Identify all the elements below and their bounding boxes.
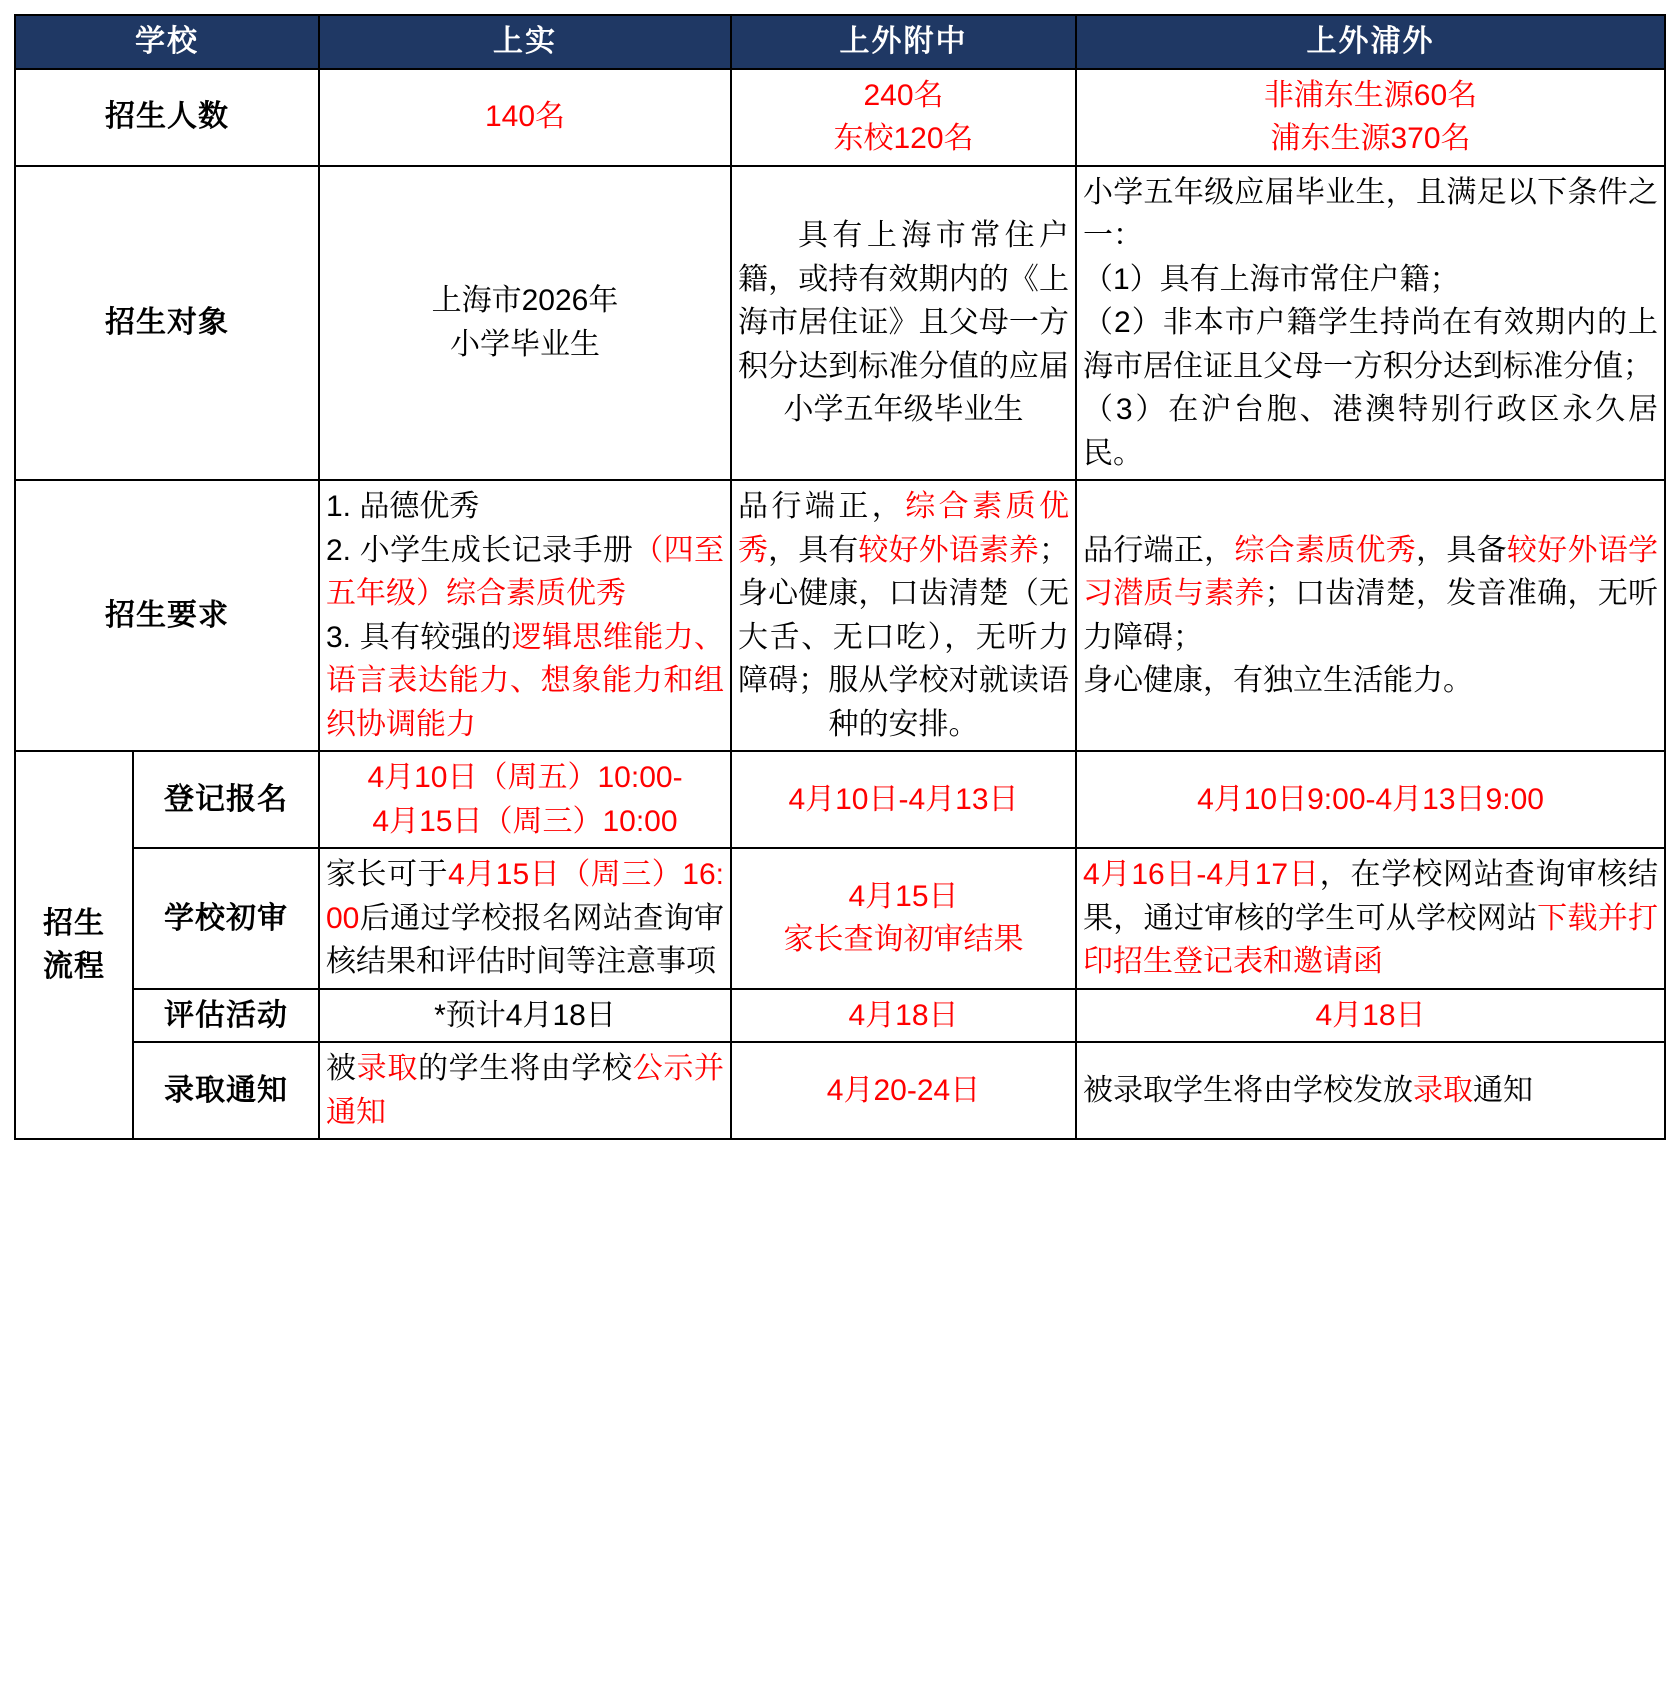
- requirement-fuzhong-seg2: 综合素质优秀: [738, 490, 1070, 567]
- requirement-puwai-seg2: 综合素质优秀: [1234, 533, 1417, 567]
- table-row-process-register: [15, 751, 1665, 848]
- cell-admission-puwai: [1076, 1042, 1665, 1139]
- review-fuzhong-line1: 4月15日: [848, 879, 959, 913]
- requirement-puwai-seg3: ，具备: [1416, 533, 1507, 567]
- cell-enroll-target-puwai: [1076, 166, 1665, 481]
- requirement-shangshi-item3-red: 逻辑思维能力、语言表达能力、想象能力和组织协调能力: [326, 620, 725, 741]
- process-label-line1: 招生: [43, 906, 105, 940]
- admission-shangshi-text: [326, 1047, 724, 1134]
- process-step-name-review: 学校初审: [133, 848, 319, 989]
- row-label-process: [15, 751, 133, 1139]
- enroll-count-shangshi-value: 140名: [484, 100, 566, 134]
- review-puwai-seg2: ，在学校网站查询审核结果，通过审核的学生可从学校网站: [1083, 858, 1658, 935]
- register-puwai-value: 4月10日9:00-4月13日9:00: [1197, 782, 1544, 816]
- row-label-enroll-requirement: 招生要求: [15, 480, 319, 751]
- table-row-enroll-count: [15, 69, 1665, 166]
- requirement-puwai-seg5: ；口齿清楚，发音准确，无听力障碍；: [1083, 577, 1659, 654]
- row-label-enroll-target: 招生对象: [15, 166, 319, 481]
- header-row: [15, 15, 1665, 69]
- cell-enroll-target-fuzhong: [731, 166, 1076, 481]
- requirement-puwai-text: [1083, 529, 1658, 660]
- cell-enroll-count-fuzhong: [731, 69, 1076, 166]
- review-fuzhong-line2: 家长查询初审结果: [783, 923, 1024, 957]
- cell-enroll-requirement-fuzhong: [731, 480, 1076, 751]
- cell-review-puwai: [1076, 848, 1665, 989]
- cell-admission-shangshi: [319, 1042, 731, 1139]
- cell-enroll-count-shangshi: [319, 69, 731, 166]
- enroll-target-puwai-item1: （1）具有上海市常住户籍；: [1083, 262, 1460, 296]
- enroll-target-fuzhong-text: 具有上海市常住户籍，或持有效期内的《上海市居住证》且父母一方积分达到标准分值的应届小学五年级毕业生: [738, 219, 1069, 426]
- admission-shangshi-seg4: 公示并通知: [326, 1052, 725, 1129]
- review-puwai-text: [1083, 853, 1658, 984]
- admission-shangshi-seg1: 被: [326, 1052, 357, 1085]
- requirement-fuzhong-seg5: ；身心健康，口齿清楚（无大舌、无口吃），无听力障碍；服从学校对就读语种的安排。: [738, 533, 1070, 741]
- cell-enroll-target-shangshi: [319, 166, 731, 481]
- admission-puwai-seg2: 录取: [1413, 1073, 1473, 1107]
- header-col-shangwaipuwai: 上外浦外: [1076, 15, 1665, 69]
- school-comparison-table: [14, 14, 1666, 1140]
- table-row-process-assessment: [15, 989, 1665, 1043]
- cell-register-puwai: [1076, 751, 1665, 848]
- cell-assessment-shangshi: *预计4月18日: [319, 989, 731, 1043]
- enroll-count-puwai-line2: 浦东生源370名: [1270, 122, 1471, 155]
- requirement-puwai-seg1: 品行端正，: [1083, 533, 1235, 567]
- table-row-enroll-requirement: [15, 480, 1665, 751]
- cell-review-shangshi: [319, 848, 731, 989]
- register-shangshi-line2: 4月15日（周三）10:00: [372, 804, 678, 838]
- requirement-shangshi-item2: [326, 529, 724, 616]
- cell-enroll-count-puwai: [1076, 69, 1665, 166]
- review-shangshi-seg3: 后通过学校报名网站查询审核结果和评估时间等注意事项: [326, 901, 724, 978]
- register-shangshi-line1: 4月10日（周五）10:00-: [367, 761, 683, 794]
- requirement-puwai-seg4: 较好外语学习潜质与素养: [1083, 533, 1659, 610]
- enroll-target-puwai-item2: （2）非本市户籍学生持尚在有效期内的上海市居住证且父母一方积分达到标准分值；: [1083, 306, 1658, 383]
- cell-assessment-fuzhong: 4月18日: [731, 989, 1076, 1043]
- process-label-line2: 流程: [43, 950, 105, 983]
- admission-shangshi-seg2: 录取: [356, 1052, 419, 1085]
- process-step-name-assessment: 评估活动: [133, 989, 319, 1043]
- enroll-target-puwai-intro: 小学五年级应届毕业生，且满足以下条件之一：: [1083, 175, 1658, 252]
- cell-enroll-requirement-shangshi: [319, 480, 731, 751]
- table-row-enroll-target: [15, 166, 1665, 481]
- header-col-shangwaifuzhong: 上外附中: [731, 15, 1076, 69]
- process-step-name-register: 登记报名: [133, 751, 319, 848]
- requirement-shangshi-item3: [326, 616, 724, 747]
- requirement-fuzhong-text: [738, 485, 1069, 746]
- process-step-name-admission: 录取通知: [133, 1042, 319, 1139]
- header-col-school: 学校: [15, 15, 319, 69]
- review-puwai-seg3: 下载并打印招生登记表和邀请函: [1083, 901, 1659, 978]
- requirement-shangshi-item3-black: 3. 具有较强的: [326, 620, 512, 654]
- admission-puwai-seg1: 被录取学生将由学校发放: [1083, 1073, 1413, 1107]
- enroll-count-puwai-line1: 非浦东生源60名: [1263, 78, 1478, 112]
- header-col-shangshi: 上实: [319, 15, 731, 69]
- requirement-fuzhong-seg4: 较好外语素养: [858, 533, 1040, 567]
- enroll-target-shangshi-line2: 小学毕业生: [450, 327, 600, 361]
- enroll-count-fuzhong-line1: 240名: [863, 78, 944, 112]
- enroll-target-puwai-item3: （3）在沪台胞、港澳特别行政区永久居民。: [1083, 393, 1658, 470]
- admission-puwai-seg3: 通知: [1473, 1073, 1533, 1107]
- requirement-shangshi-item2-red: （四至五年级）综合素质优秀: [326, 533, 725, 610]
- enroll-target-shangshi-line1: 上海市2026年: [431, 284, 619, 318]
- enroll-count-fuzhong-line2: 东校120名: [833, 122, 974, 155]
- admission-shangshi-seg3: 的学生将由学校: [418, 1052, 633, 1085]
- review-shangshi-text: [326, 853, 724, 984]
- table-header: [15, 15, 1665, 69]
- table-body: [15, 69, 1665, 1140]
- cell-register-shangshi: [319, 751, 731, 848]
- cell-enroll-requirement-puwai: [1076, 480, 1665, 751]
- cell-admission-fuzhong: 4月20-24日: [731, 1042, 1076, 1139]
- register-fuzhong-value: 4月10日-4月13日: [788, 782, 1019, 816]
- requirement-shangshi-item2-black: 2. 小学生成长记录手册: [326, 533, 634, 567]
- review-shangshi-seg1: 家长可于: [326, 858, 449, 891]
- table-row-process-admission: [15, 1042, 1665, 1139]
- table-row-process-review: [15, 848, 1665, 989]
- row-label-enroll-count: 招生人数: [15, 69, 319, 166]
- review-shangshi-seg2: 4月15日（周三）16:00: [326, 858, 724, 935]
- requirement-fuzhong-seg3: ，具有: [768, 533, 859, 567]
- cell-assessment-puwai: 4月18日: [1076, 989, 1665, 1043]
- requirement-shangshi-item1: 1. 品德优秀: [326, 490, 480, 523]
- admission-puwai-text: [1083, 1069, 1658, 1113]
- review-puwai-seg1: 4月16日-4月17日: [1083, 858, 1320, 891]
- cell-review-fuzhong: [731, 848, 1076, 989]
- cell-register-fuzhong: [731, 751, 1076, 848]
- requirement-fuzhong-seg1: 品行端正，: [738, 490, 906, 523]
- requirement-puwai-seg6: 身心健康，有独立生活能力。: [1083, 664, 1473, 697]
